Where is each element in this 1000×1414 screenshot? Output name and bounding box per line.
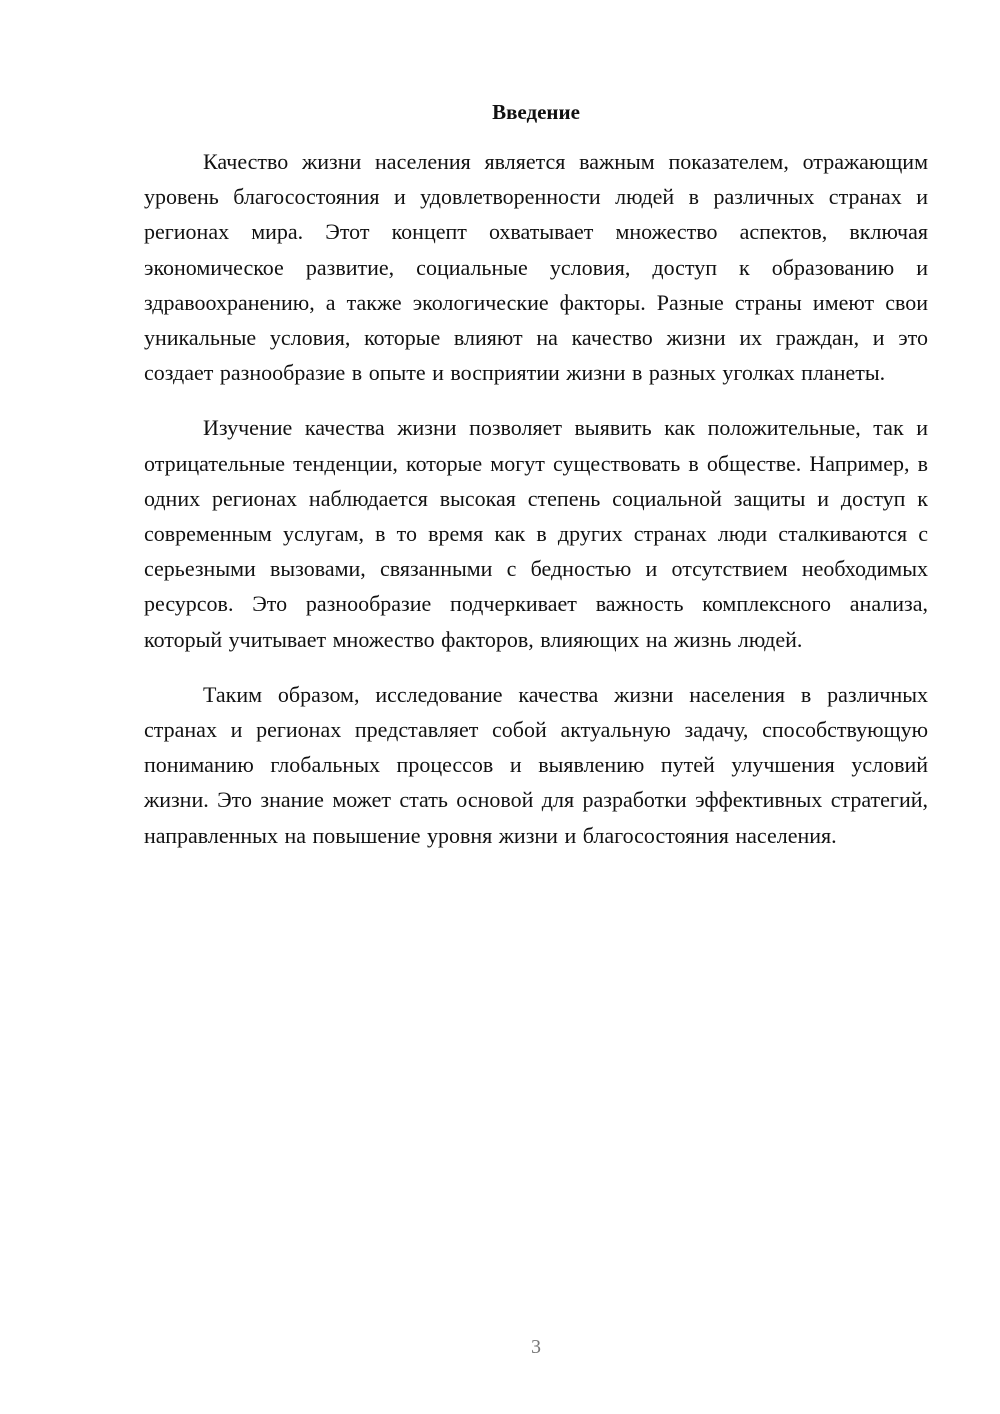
paragraph-1: Качество жизни населения является важным показателем, отражающим уровень благосостояния и удовлетворенности людей в различных странах и регионах мира. Этот концепт охватывает множество аспектов, включая экономическое развитие, социальные условия, доступ к образованию и здравоохранению, а также экологические факторы. Разные страны имеют свои уникальные условия, которые влияют на качество жизни их граждан, и это создает разнообразие в опыте и восприятии жизни в разных уголках планеты.: [144, 149, 928, 386]
section-title: Введение: [492, 100, 580, 124]
body-text: [144, 144, 928, 873]
paragraph-3: Таким образом, исследование качества жизни населения в различных странах и регионах представляет собой актуальную задачу, способствующую пониманию глобальных процессов и выявлению путей улучшения условий жизни. Это знание может стать основой для разработки эффективных стратегий, направленных на повышение уровня жизни и благосостояния населения.: [144, 681, 928, 848]
page-number: 3: [531, 1336, 541, 1358]
paragraph-2: Изучение качества жизни позволяет выявить как положительные, так и отрицательные тенденции, которые могут существовать в обществе. Например, в одних регионах наблюдается высокая степень социальной защиты и доступ к современным услугам, в то время как в других странах люди сталкиваются с серьезными вызовами, связанными с бедностью и отсутствием необходимых ресурсов. Это разнообразие подчеркивает важность комплексного анализа, который учитывает множество факторов, влияющих на жизнь людей.: [144, 415, 928, 652]
